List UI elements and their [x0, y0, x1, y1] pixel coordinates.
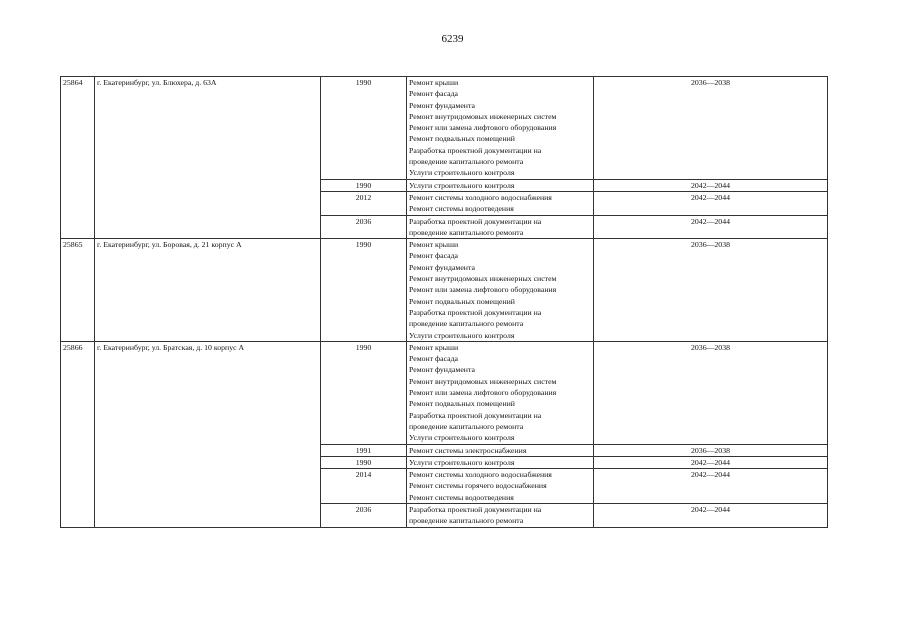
work-item: Ремонт системы водоотведения: [409, 492, 514, 502]
work-item: Ремонт фасада: [409, 89, 459, 99]
works-cell: [407, 179, 594, 191]
work-item: проведение капитального ремонта: [409, 421, 524, 431]
works-cell: [407, 77, 594, 180]
building-address-cell: г. Екатеринбург, ул. Боровая, д. 21 корпус А: [95, 239, 321, 342]
work-item: Ремонт крыши: [409, 78, 459, 87]
period-cell: 2042—2044: [594, 215, 828, 239]
work-item: Услуги строительного контроля: [409, 180, 515, 190]
building-address-cell: г. Екатеринбург, ул. Братская, д. 10 корпус А: [95, 341, 321, 527]
building-id-cell: 25865: [61, 239, 95, 342]
building-id-cell: 25866: [61, 341, 95, 527]
work-item: Ремонт крыши: [409, 342, 459, 352]
work-item: Ремонт фасада: [409, 354, 459, 364]
work-item: Услуги строительного контроля: [409, 457, 515, 467]
year-cell: 1990: [321, 341, 407, 444]
year-cell: 2036: [321, 215, 407, 239]
period-cell: 2036—2038: [594, 341, 828, 444]
works-cell: [407, 503, 594, 527]
repair-schedule-table: [60, 76, 828, 528]
building-address-cell: г. Екатеринбург, ул. Блюхера, д. 63А: [95, 77, 321, 239]
work-item: Разработка проектной документации на: [409, 504, 542, 514]
year-cell: 1990: [321, 239, 407, 342]
year-cell: 2036: [321, 503, 407, 527]
year-cell: 2012: [321, 191, 407, 215]
period-cell: 2042—2044: [594, 469, 828, 504]
work-item: Ремонт системы водоотведения: [409, 204, 514, 214]
year-cell: 1990: [321, 179, 407, 191]
table-row: [61, 341, 828, 444]
period-cell: 2036—2038: [594, 444, 828, 456]
work-item: Ремонт внутридомовых инженерных систем: [409, 111, 557, 121]
work-item: Ремонт фундамента: [409, 100, 475, 110]
work-item: Услуги строительного контроля: [409, 330, 515, 340]
work-item: Ремонт фасада: [409, 251, 459, 261]
work-item: Ремонт фундамента: [409, 365, 475, 375]
period-cell: 2036—2038: [594, 77, 828, 180]
work-item: Ремонт крыши: [409, 240, 459, 250]
work-item: Ремонт подвальных помещений: [409, 399, 515, 409]
table-row: [61, 239, 828, 342]
table-body: [61, 77, 828, 528]
work-item: проведение капитального ремонта: [409, 157, 524, 167]
work-item: Ремонт или замена лифтового оборудования: [409, 285, 557, 295]
works-cell: [407, 444, 594, 456]
page-number: 6239: [441, 33, 464, 45]
period-cell: 2042—2044: [594, 191, 828, 215]
work-item: Ремонт подвальных помещений: [409, 134, 515, 144]
year-cell: 1991: [321, 444, 407, 456]
work-item: Ремонт системы холодного водоснабжения: [409, 192, 552, 202]
work-item: Услуги строительного контроля: [409, 433, 515, 443]
work-item: Услуги строительного контроля: [409, 168, 515, 178]
works-cell: [407, 469, 594, 504]
work-item: Ремонт системы электроснабжения: [409, 445, 527, 455]
work-item: Ремонт системы холодного водоснабжения: [409, 470, 552, 480]
building-id-cell: 25864: [61, 77, 95, 239]
works-cell: [407, 215, 594, 239]
work-item: проведение капитального ремонта: [409, 319, 524, 329]
work-item: Ремонт или замена лифтового оборудования: [409, 388, 557, 398]
period-cell: 2042—2044: [594, 179, 828, 191]
table-row: [61, 77, 828, 180]
period-cell: 2036—2038: [594, 239, 828, 342]
works-cell: [407, 191, 594, 215]
work-item: Разработка проектной документации на: [409, 307, 542, 317]
work-item: Ремонт подвальных помещений: [409, 296, 515, 306]
works-cell: [407, 341, 594, 444]
year-cell: 1990: [321, 456, 407, 468]
work-item: Ремонт внутридомовых инженерных систем: [409, 274, 557, 284]
work-item: Разработка проектной документации на: [409, 216, 542, 226]
work-item: Разработка проектной документации на: [409, 145, 542, 155]
work-item: Ремонт или замена лифтового оборудования: [409, 123, 557, 133]
works-cell: [407, 239, 594, 342]
work-item: Ремонт внутридомовых инженерных систем: [409, 376, 557, 386]
work-item: Ремонт фундамента: [409, 262, 475, 272]
work-item: проведение капитального ремонта: [409, 516, 524, 526]
period-cell: 2042—2044: [594, 503, 828, 527]
year-cell: 1990: [321, 77, 407, 180]
works-cell: [407, 456, 594, 468]
work-item: проведение капитального ремонта: [409, 227, 524, 237]
year-cell: 2014: [321, 469, 407, 504]
work-item: Разработка проектной документации на: [409, 410, 542, 420]
work-item: Ремонт системы горячего водоснабжения: [409, 481, 547, 491]
period-cell: 2042—2044: [594, 456, 828, 468]
